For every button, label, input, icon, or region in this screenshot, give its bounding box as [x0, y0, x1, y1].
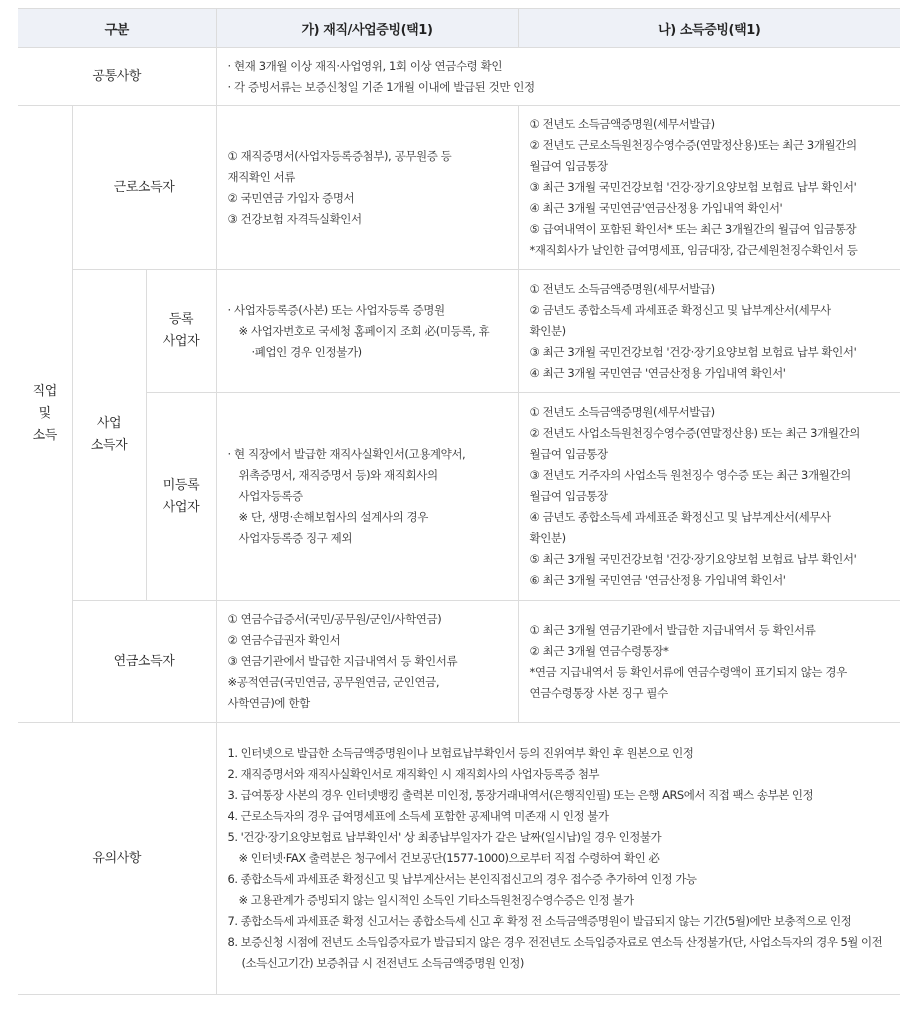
label-common: 공통사항 — [18, 48, 216, 106]
doc-line: *재직회사가 날인한 급여명세표, 임금대장, 갑근세원천징수확인서 등 — [529, 243, 858, 257]
note-subitem: ※ 인터넷·FAX 출력분은 청구에서 건보공단(1577-1000)으로부터 직접 수령하여 확인 必 — [238, 851, 660, 865]
doc-line: ⑥ 최근 3개월 국민연금 '연금산정용 가입내역 확인서' — [529, 573, 786, 587]
header-employment-proof: 가) 재직/사업증빙(택1) — [216, 9, 518, 48]
doc-line: ① 전년도 소득금액증명원(세무서발급) — [529, 405, 715, 419]
doc-line: ① 전년도 소득금액증명원(세무서발급) — [529, 117, 715, 131]
doc-line: ③ 최근 3개월 국민건강보험 '건강·장기요양보험 보험료 납부 확인서' — [529, 344, 857, 359]
doc-line: 월급여 입금통장 — [529, 447, 608, 461]
earned-income-proof — [518, 106, 900, 270]
doc-line: ① 최근 3개월 연금기관에서 발급한 지급내역서 등 확인서류 — [529, 622, 816, 637]
doc-line: ② 연금수급권자 확인서 — [227, 633, 341, 647]
doc-line: · 사업자등록증(사본) 또는 사업자등록 증명원 — [227, 302, 445, 317]
doc-line: ② 전년도 사업소득원천징수영수증(연말정산용) 또는 최근 3개월간의 — [529, 426, 860, 440]
pension-employment-proof — [216, 601, 518, 723]
note-item: 2. 재직증명서와 재직사실확인서로 재직확인 시 재직회사의 사업자등록증 첨부 — [227, 767, 600, 781]
row-unregistered-business — [18, 393, 900, 601]
doc-line: 연금수령통장 사본 징구 필수 — [529, 685, 668, 700]
row-notes — [18, 723, 900, 995]
registered-income-proof — [518, 270, 900, 393]
note-subitem: ※ 고용관계가 증빙되지 않는 일시적인 소득인 기타소득원천징수영수증은 인정 불가 — [238, 893, 634, 907]
doc-line: ③ 연금기관에서 발급한 지급내역서 등 확인서류 — [227, 654, 458, 668]
label-occupation-income: 직업 및 소득 — [18, 106, 72, 723]
note-item: 1. 인터넷으로 발급한 소득금액증명원이나 보험료납부확인서 등의 진위여부 확인 후 원본으로 인정 — [227, 746, 694, 760]
doc-line: ② 국민연금 가입자 증명서 — [227, 190, 355, 205]
common-item: · 현재 3개월 이상 재직·사업영위, 1회 이상 연금수령 확인 — [227, 58, 503, 73]
note-item: 5. '건강·장기요양보험료 납부확인서' 상 최종납부일자가 같은 날짜(일시납)일 경우 인정불가 — [227, 830, 662, 844]
doc-line: · 현 직장에서 발급한 재직사실확인서(고용계약서, — [227, 447, 466, 461]
label-notes: 유의사항 — [18, 723, 216, 995]
doc-line: 월급여 입금통장 — [529, 159, 608, 173]
label-unregistered: 미등록 사업자 — [146, 393, 216, 601]
eligibility-table — [18, 8, 900, 995]
label-business-income: 사업 소득자 — [72, 270, 146, 601]
doc-line: ·폐업인 경우 인정불가) — [251, 344, 362, 359]
unregistered-income-proof — [518, 393, 900, 601]
doc-line: ② 금년도 종합소득세 과세표준 확정신고 및 납부계산서(세무사 — [529, 302, 831, 317]
doc-line: 위촉증명서, 재직증명서 등)와 재직회사의 — [238, 468, 438, 482]
doc-line: ② 전년도 근로소득원천징수영수증(연말정산용)또는 최근 3개월간의 — [529, 138, 857, 152]
notes-list — [216, 723, 900, 995]
doc-line: ① 연금수급증서(국민/공무원/군인/사학연금) — [227, 612, 442, 626]
note-item: 4. 근로소득자의 경우 급여명세표에 소득세 포함한 공제내역 미존재 시 인정 불가 — [227, 809, 609, 823]
row-registered-business — [18, 270, 900, 393]
header-row — [18, 9, 900, 48]
note-item: 8. 보증신청 시점에 전년도 소득입증자료가 발급되지 않은 경우 전전년도 소득입증자료로 연소득 산정불가(단, 사업소득자의 경우 5월 이전(소득신고기간) 보증취급 시 전전년도 소득금액증명원 인정) — [227, 935, 883, 970]
doc-line: ④ 금년도 종합소득세 과세표준 확정신고 및 납부계산서(세무사 — [529, 510, 831, 524]
doc-line: 확인분) — [529, 323, 566, 338]
doc-line: 확인분) — [529, 531, 566, 545]
doc-line: ※ 사업자번호로 국세청 홈페이지 조회 必(미등록, 휴 — [238, 323, 490, 338]
header-income-proof: 나) 소득증빙(택1) — [518, 9, 900, 48]
row-earned — [18, 106, 900, 270]
earned-employment-proof — [216, 106, 518, 270]
pension-income-proof — [518, 601, 900, 723]
doc-line: 사업자등록증 — [238, 489, 303, 503]
doc-line: ③ 건강보험 자격득실확인서 — [227, 211, 362, 226]
doc-line: ⑤ 급여내역이 포함된 확인서* 또는 최근 3개월간의 월급여 입금통장 — [529, 222, 857, 236]
label-pension: 연금소득자 — [72, 601, 216, 723]
doc-line: ※공적연금(국민연금, 공무원연금, 군인연금, — [227, 675, 440, 689]
doc-line: ⑤ 최근 3개월 국민건강보험 '건강·장기요양보험 보험료 납부 확인서' — [529, 552, 857, 566]
note-item: 3. 급여통장 사본의 경우 인터넷뱅킹 출력본 미인정, 통장거래내역서(은행직인필) 또는 은행 ARS에서 직접 팩스 송부본 인정 — [227, 788, 814, 802]
doc-line: 재직확인 서류 — [227, 169, 296, 184]
row-common — [18, 48, 900, 106]
doc-line: ④ 최근 3개월 국민연금'연금산정용 가입내역 확인서' — [529, 201, 783, 215]
header-category: 구분 — [18, 9, 216, 48]
label-registered: 등록 사업자 — [146, 270, 216, 393]
doc-line: ③ 전년도 거주자의 사업소득 원천징수 영수증 또는 최근 3개월간의 — [529, 468, 851, 482]
doc-line: 월급여 입금통장 — [529, 489, 608, 503]
note-item: 7. 종합소득세 과세표준 확정 신고서는 종합소득세 신고 후 확정 전 소득금액증명원이 발급되지 않는 기간(5월)에만 보충적으로 인정 — [227, 914, 852, 928]
doc-line: 사업자등록증 징구 제외 — [238, 531, 353, 545]
doc-line: ④ 최근 3개월 국민연금 '연금산정용 가입내역 확인서' — [529, 365, 786, 380]
doc-line: ① 전년도 소득금액증명원(세무서발급) — [529, 281, 715, 296]
common-item: · 각 증빙서류는 보증신청일 기준 1개월 이내에 발급된 것만 인정 — [227, 79, 535, 94]
label-earned: 근로소득자 — [72, 106, 216, 270]
common-items — [216, 48, 900, 106]
doc-line: ③ 최근 3개월 국민건강보험 '건강·장기요양보험 보험료 납부 확인서' — [529, 180, 857, 194]
doc-line: ② 최근 3개월 연금수령통장* — [529, 643, 669, 658]
row-pension — [18, 601, 900, 723]
doc-line: ※ 단, 생명·손해보험사의 설계사의 경우 — [238, 510, 428, 524]
registered-employment-proof — [216, 270, 518, 393]
unregistered-employment-proof — [216, 393, 518, 601]
doc-line: *연금 지급내역서 등 확인서류에 연금수령액이 표기되지 않는 경우 — [529, 664, 847, 679]
doc-line: 사학연금)에 한함 — [227, 696, 310, 710]
note-item: 6. 종합소득세 과세표준 확정신고 및 납부계산서는 본인직접신고의 경우 접수증 추가하여 인정 가능 — [227, 872, 697, 886]
doc-line: ① 재직증명서(사업자등록증첨부), 공무원증 등 — [227, 148, 452, 163]
